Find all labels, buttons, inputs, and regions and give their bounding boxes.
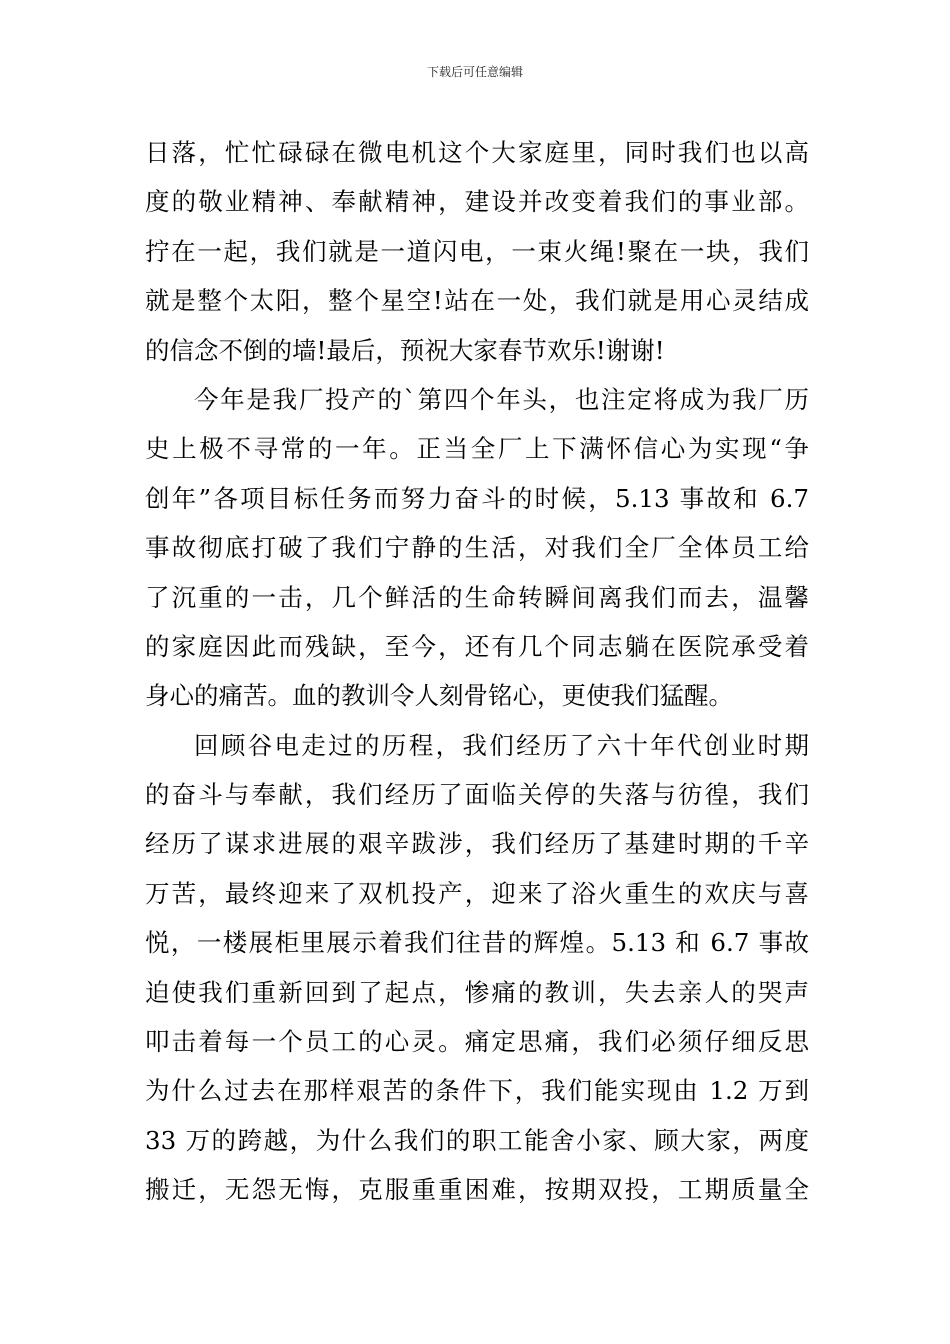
text-line: 度的敬业精神、奉献精神，建设并改变着我们的事业部。 [145, 187, 809, 217]
paragraph [145, 375, 809, 721]
text-line: 万苦，最终迎来了双机投产，迎来了浴火重生的欢庆与喜 [145, 878, 809, 908]
paragraph [145, 721, 809, 1215]
text-line: 的信念不倒的墙!最后，预祝大家春节欢乐!谢谢! [145, 335, 665, 365]
text-line: 的奋斗与奉献，我们经历了面临关停的失落与彷徨，我们 [145, 780, 809, 810]
text-line: 33 万的跨越，为什么我们的职工能舍小家、顾大家，两度 [145, 1125, 809, 1155]
text-line: 悦，一楼展柜里展示着我们往昔的辉煌。5.13 和 6.7 事故 [145, 928, 809, 958]
text-line: 搬迁，无怨无悔，克服重重困难，按期双投，工期质量全 [145, 1175, 809, 1205]
text-line: 身心的痛苦。血的教训令人刻骨铭心，更使我们猛醒。 [145, 681, 733, 711]
text-line: 拧在一起，我们就是一道闪电，一束火绳!聚在一块，我们 [145, 236, 809, 266]
page-header: 下载后可任意编辑 [426, 65, 523, 79]
text-line: 回顾谷电走过的历程，我们经历了六十年代创业时期 [194, 730, 809, 760]
document-body [145, 128, 809, 1215]
text-line: 事故彻底打破了我们宁静的生活，对我们全厂全体员工给 [145, 533, 809, 563]
text-line: 史上极不寻常的一年。正当全厂上下满怀信心为实现“争 [145, 434, 809, 464]
text-line: 为什么过去在那样艰苦的条件下，我们能实现由 1.2 万到 [145, 1076, 809, 1106]
text-line: 叩击着每一个员工的心灵。痛定思痛，我们必须仔细反思 [145, 1027, 809, 1057]
text-line: 的家庭因此而残缺，至今，还有几个同志躺在医院承受着 [145, 631, 809, 661]
text-line: 就是整个太阳，整个星空!站在一处，我们就是用心灵结成 [145, 286, 809, 316]
text-line: 迫使我们重新回到了起点，惨痛的教训，失去亲人的哭声 [145, 977, 809, 1007]
text-line: 创年”各项目标任务而努力奋斗的时候，5.13 事故和 6.7 [145, 483, 809, 513]
text-line: 今年是我厂投产的`第四个年头，也注定将成为我厂历 [194, 384, 809, 414]
paragraph [145, 128, 809, 375]
text-line: 经历了谋求进展的艰辛跋涉，我们经历了基建时期的千辛 [145, 829, 809, 859]
text-line: 日落，忙忙碌碌在微电机这个大家庭里，同时我们也以高 [145, 138, 809, 167]
text-line: 了沉重的一击，几个鲜活的生命转瞬间离我们而去，温馨 [145, 582, 809, 612]
